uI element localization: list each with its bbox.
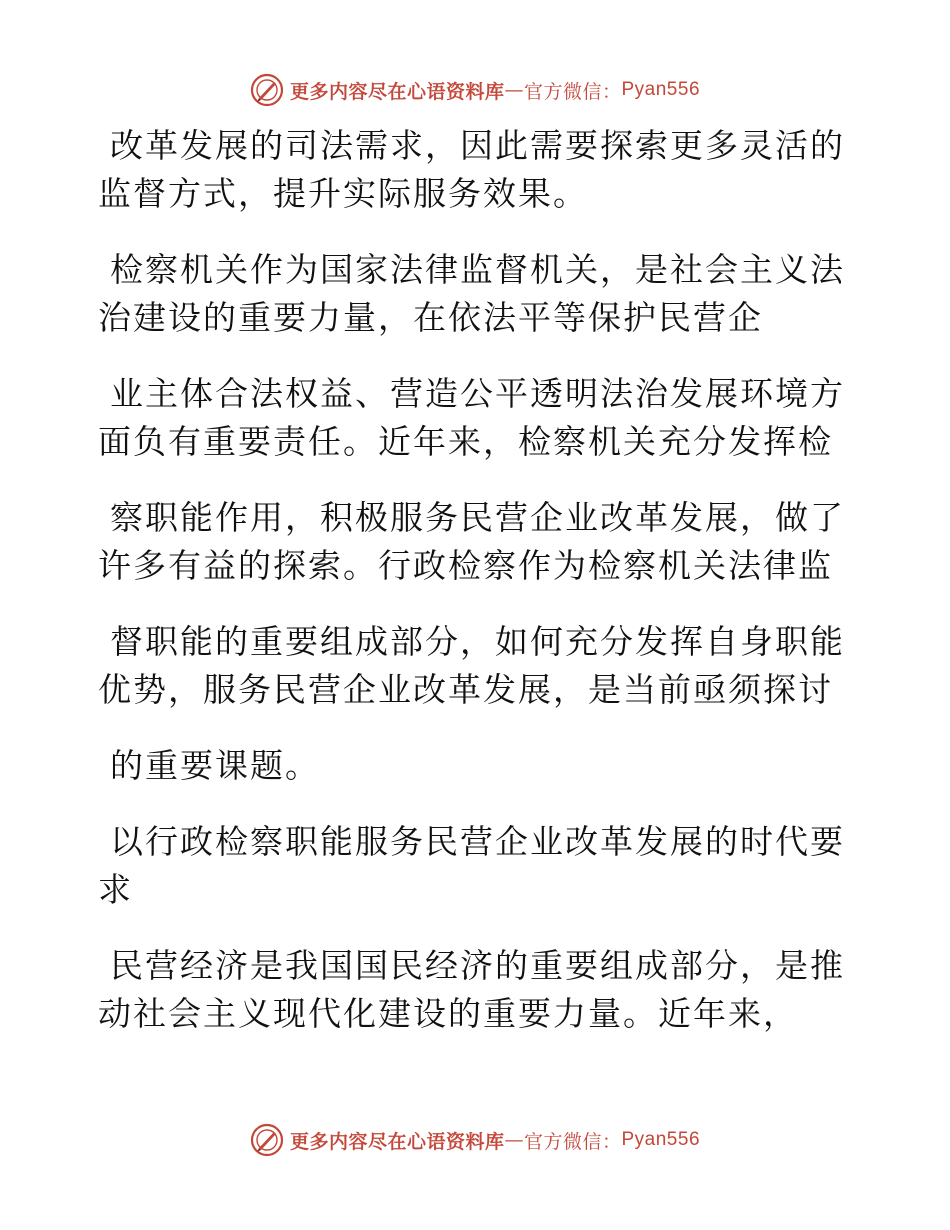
footer-watermark <box>0 1120 950 1160</box>
banner-sub-text: 官方微信： <box>523 1130 622 1153</box>
section-heading-line: 以行政检察职能服务民营企业改革发展的时代要 <box>110 822 845 861</box>
text-line: 改革发展的司法需求，因此需要探索更多灵活的 <box>110 126 845 165</box>
banner-wechat-id: Pyan556 <box>621 1129 701 1150</box>
banner-dash: — <box>504 79 524 101</box>
banner-sub-text: 官方微信： <box>523 80 622 103</box>
text-line: 检察机关作为国家法律监督机关，是社会主义法 <box>110 250 845 289</box>
text-line: 民营经济是我国国民经济的重要组成部分，是推 <box>110 946 845 985</box>
text-line: 优势，服务民营企业改革发展，是当前亟须探讨 <box>98 670 833 709</box>
header-watermark <box>0 70 950 110</box>
banner-wechat-id: Pyan556 <box>621 79 701 100</box>
text-line: 监督方式，提升实际服务效果。 <box>98 174 588 213</box>
text-line: 的重要课题。 <box>110 746 320 785</box>
text-line: 许多有益的探索。行政检察作为检察机关法律监 <box>98 546 833 585</box>
text-line: 治建设的重要力量，在依法平等保护民营企 <box>98 298 763 337</box>
banner-dash: — <box>504 1129 524 1151</box>
text-line: 察职能作用，积极服务民营企业改革发展，做了 <box>110 498 845 537</box>
text-line: 业主体合法权益、营造公平透明法治发展环境方 <box>110 374 845 413</box>
section-heading-line: 求 <box>98 870 133 909</box>
text-line: 动社会主义现代化建设的重要力量。近年来， <box>98 994 798 1033</box>
text-line: 面负有重要责任。近年来，检察机关充分发挥检 <box>98 422 833 461</box>
pen-logo-icon <box>250 1123 284 1157</box>
banner-main-text: 更多内容尽在心语资料库 <box>289 80 505 103</box>
text-line: 督职能的重要组成部分，如何充分发挥自身职能 <box>110 622 845 661</box>
banner-main-text: 更多内容尽在心语资料库 <box>289 1130 505 1153</box>
document-body <box>98 122 858 1038</box>
pen-logo-icon <box>250 73 284 107</box>
